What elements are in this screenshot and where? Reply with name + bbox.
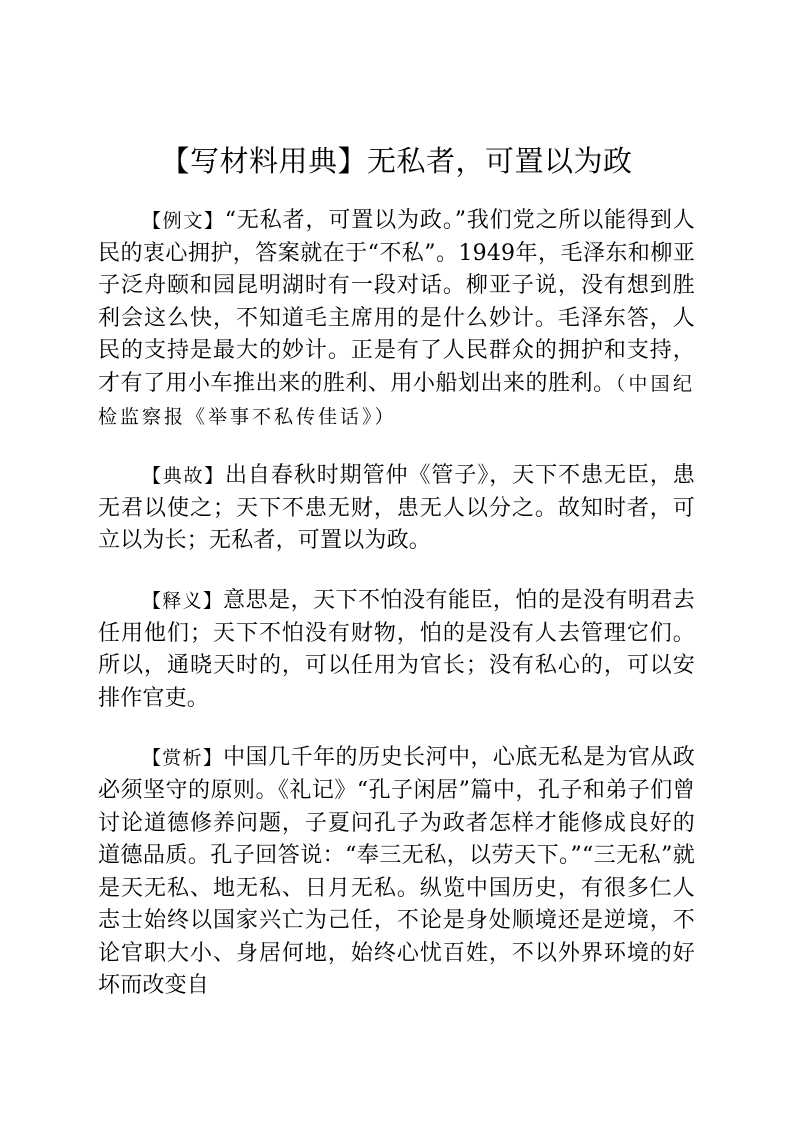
example-text: “无私者，可置以为政。”我们党之所以能得到人民的衷心拥护，答案就在于“不私”。1949年，毛泽东和柳亚子泛舟颐和园昆明湖时有一段对话。柳亚子说，没有想到胜利会这么快，不知道毛主席用的是什么妙计。毛泽东答，人民的支持是最大的妙计。正是有了人民群众的拥护和支持，才有了用小车推出来的胜利、用小船划出来的胜利。 — [98, 208, 695, 396]
allusion-text: 出自春秋时期管仲《管子》，天下不患无臣，患无君以使之；天下不患无财，患无人以分之。故知时者，可立以为长；无私者，可置以为政。 — [98, 463, 695, 554]
appreciation-label: 【赏析】 — [142, 747, 224, 770]
example-paragraph — [98, 205, 695, 433]
example-source: （中国纪检监察报《举事不私传佳话》） — [98, 372, 695, 428]
interpretation-text: 意思是，天下不怕没有能臣，怕的是没有明君去任用他们；天下不怕没有财物，怕的是没有人去管理它们。所以，通晓天时的，可以任用为官长；没有私心的，可以安排作官吏。 — [98, 587, 695, 711]
appreciation-text: 中国几千年的历史长河中，心底无私是为官从政必须坚守的原则。《礼记》“孔子闲居”篇中，孔子和弟子们曾讨论道德修养问题，子夏问孔子为政者怎样才能修成良好的道德品质。孔子回答说：“奉三无私，以劳天下。”“三无私”就是天无私、地无私、日月无私。纵览中国历史，有很多仁人志士始终以国家兴亡为己任，不论是身处顺境还是逆境，不论官职大小、身居何地，始终心忧百姓，不以外界环境的好坏而改变自 — [98, 745, 695, 999]
appreciation-paragraph — [98, 742, 695, 1003]
allusion-paragraph — [98, 460, 695, 558]
allusion-label: 【典故】 — [142, 465, 225, 488]
page-title: 【写材料用典】无私者，可置以为政 — [160, 144, 633, 178]
interpretation-paragraph — [98, 585, 695, 715]
interpretation-label: 【释义】 — [142, 589, 224, 612]
example-label: 【例文】 — [142, 210, 225, 232]
